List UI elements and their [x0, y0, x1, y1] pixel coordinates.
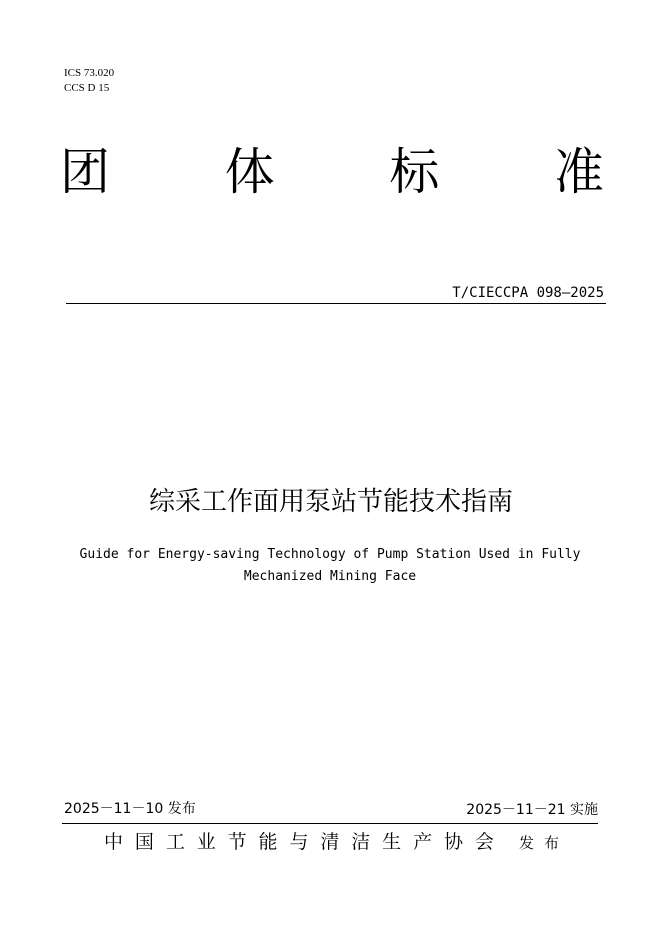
issuer-char: 协: [443, 831, 463, 853]
document-type-heading: [60, 140, 604, 204]
issuer-char: 生: [382, 831, 402, 853]
standard-code: T/CIECCPA 098—2025: [452, 285, 604, 301]
issuer-char: 能: [258, 831, 278, 853]
ics-code: ICS 73.020: [64, 67, 115, 79]
issue-action: [519, 831, 559, 855]
issuer-char: 节: [227, 831, 247, 853]
issuer-char: 与: [289, 831, 309, 853]
issue-action-char: 布: [543, 834, 559, 852]
ccs-code: CCS D 15: [64, 82, 110, 94]
title-en-line-2: Mechanized Mining Face: [243, 569, 417, 584]
issuer-char: 清: [320, 831, 340, 853]
document-title-cn: 综采工作面用泵站节能技术指南: [148, 487, 513, 517]
implement-date: 2025－11－21 实施: [466, 802, 598, 818]
issuer-char: 国: [134, 831, 154, 853]
footer-divider: [62, 823, 598, 824]
document-title-en: [60, 544, 600, 588]
document-type-char: 准: [553, 143, 604, 201]
document-type-char: 团: [60, 143, 110, 201]
header-divider: [66, 303, 606, 304]
title-en-line-1: Guide for Energy-saving Technology of Pump Station Used in Fully: [79, 547, 581, 562]
publish-date: 2025－11－10 发布: [64, 801, 196, 817]
issuing-organization: [104, 829, 494, 855]
issuer-char: 产: [413, 831, 433, 853]
document-type-char: 体: [224, 143, 275, 201]
classification-block: [64, 66, 114, 96]
issue-action-char: 发: [519, 834, 535, 852]
issuer-char: 业: [196, 831, 216, 853]
issuer-char: 中: [104, 831, 124, 853]
document-type-char: 标: [389, 143, 440, 201]
issuer-char: 工: [165, 831, 185, 853]
issuer-char: 洁: [351, 831, 371, 853]
issuer-char: 会: [474, 831, 494, 853]
